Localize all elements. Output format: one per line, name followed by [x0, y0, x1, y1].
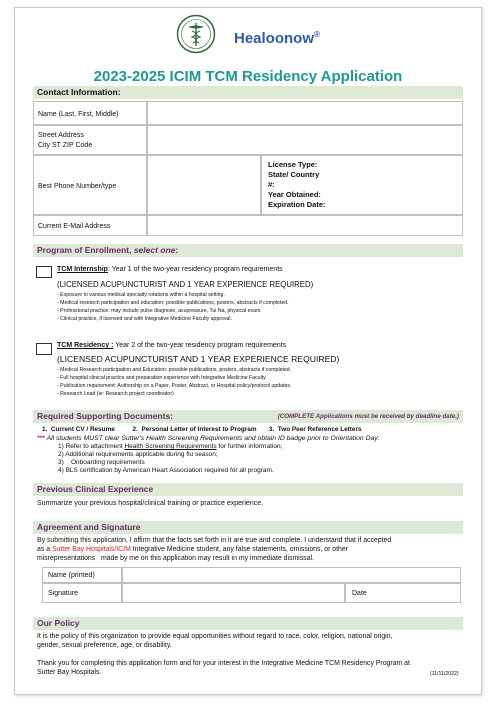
policy-line-2: gender, sexual preference, age, or disability.: [37, 642, 172, 649]
residency-bullet-4: - Research Lead (ie: Research project coordinator): [57, 391, 174, 397]
internship-bullet-3: - Professional practice: may include pulse diagnose, acupressure, Tui Na, physical exam.: [57, 308, 262, 314]
screening-sub-4: 4) BLS certification by American Heart Association required for all program.: [58, 467, 274, 474]
internship-bullet-1: - Exposure to various medical specialty rotations within a hospital setting.: [57, 292, 225, 298]
agreement-line-3: misrepresentations made by me on this application may result in my immediate dismissal.: [37, 555, 314, 562]
name-label: Name (Last, First, Middle): [38, 111, 119, 118]
policy-heading: Our Policy: [33, 617, 463, 630]
address-label-2: City ST ZIP Code: [38, 142, 93, 149]
thanks-line-1: Thank you for completing this application form and for your interest in the Integrative Medicine TCM Residency Program at: [37, 660, 410, 667]
residency-checkbox[interactable]: [36, 343, 52, 355]
internship-option: TCM Internship: Year 1 of the two-year residency program requirements: [57, 266, 283, 273]
internship-checkbox[interactable]: [36, 266, 52, 278]
email-field[interactable]: [147, 215, 463, 236]
address-label-cell: [33, 125, 147, 155]
clinical-heading: Previous Clinical Experience: [33, 483, 463, 496]
license-cell[interactable]: [261, 155, 463, 215]
address-label-1: Street Address: [38, 132, 84, 139]
health-screening-link[interactable]: Health Screening Requirements: [124, 443, 217, 450]
caduceus-seal-logo: [176, 14, 216, 54]
expiration-date-label: Expiration Date:: [268, 200, 326, 209]
residency-requirement: (LICENSED ACUPUNCTURIST AND 1 YEAR EXPERIENCE REQUIRED): [57, 354, 340, 364]
phone-field[interactable]: [147, 155, 261, 215]
documents-list: 1. Current CV / Resume 2. Personal Letter of Interest to Program 3. Two Peer Reference Letters: [42, 426, 362, 433]
phone-label: Best Phone Number/type: [38, 183, 117, 190]
email-label-cell: [33, 215, 147, 236]
policy-line-1: It is the policy of this organization to provide equal opportunities without regard to race, color, religion, national origin,: [37, 633, 393, 640]
form-version-date: (11/11/2022): [430, 671, 459, 677]
documents-deadline-note: (COMPLETE Applications must be received by deadline date.): [277, 413, 459, 420]
screening-sub-1: 1) Refer to attachment Health Screening Requirements for further information;: [58, 443, 283, 450]
license-type-label: License Type:: [268, 160, 318, 169]
email-label: Current E-Mail Address: [38, 223, 111, 230]
residency-option: TCM Residency : Year 2 of the two-year residency program requirements: [57, 342, 287, 349]
internship-bullet-2: - Medical research participation and education: possible publications, posters, abstracts if completed.: [57, 300, 289, 306]
internship-bullet-4: - Clinical practice, if licensed and with Integrative Medicine Faculty approval.: [57, 316, 233, 322]
name-label-cell: [33, 101, 147, 125]
name-printed-label-cell: [42, 567, 122, 583]
signature-label-cell: [42, 583, 122, 603]
page-title: 2023-2025 ICIM TCM Residency Application: [93, 68, 403, 85]
date-field[interactable]: [345, 583, 461, 603]
clinical-instructions: Summarize your previous hospital/clinical training or practice experience.: [37, 500, 264, 507]
year-obtained-label: Year Obtained:: [268, 190, 321, 199]
state-country-label: State/ Country: [268, 170, 320, 179]
residency-bullet-2: - Full hospital clinical practice and preparation experience with Integrative Medicine Faculty.: [57, 375, 267, 381]
agreement-line-2: as a Sutter Bay Hospitals/ICIM Integrative Medicine student, any false statements, omissions, or other: [37, 546, 349, 553]
agreement-line-1: By submitting this application, I affirm that the facts set forth in it are true and complete. I understand that if accepted: [37, 537, 392, 544]
documents-heading: Required Supporting Documents: (COMPLETE Applications must be received by deadline date.): [33, 410, 463, 423]
signature-label: Signature: [48, 590, 78, 597]
license-number-label: #:: [268, 180, 275, 189]
phone-label-cell: [33, 155, 147, 215]
brand-name: Healoonow®: [234, 30, 320, 47]
name-printed-field[interactable]: [122, 567, 461, 583]
name-printed-label: Name (printed): [48, 572, 95, 579]
agreement-heading: Agreement and Signature: [33, 521, 463, 534]
address-field[interactable]: [147, 125, 463, 155]
signature-field[interactable]: [122, 583, 345, 603]
date-label: Date: [352, 590, 367, 597]
residency-bullet-1: - Medical Research participation and Education: possible publications, posters, abstracts if completed.: [57, 367, 292, 373]
program-heading: Program of Enrollment, select one:: [33, 244, 463, 257]
internship-requirement: (LICENSED ACUPUNCTURIST AND 1 YEAR EXPERIENCE REQUIRED): [57, 280, 314, 289]
screening-sub-2: 2) Additional requirements applicable during flu season;: [58, 451, 218, 458]
screening-sub-3: 3) Onboarding requirements: [58, 459, 145, 466]
residency-bullet-3: - Publication requirement: Authorship on a Paper, Poster, Abstract, or Hospital policy/protocol updates.: [57, 383, 292, 389]
name-field[interactable]: [147, 101, 463, 125]
health-screening-note: *** All students MUST clear Sutter's Health Screening Requirements and obtain ID badge prior to Orientation Day:: [37, 435, 380, 442]
contact-heading: Contact Information:: [33, 86, 463, 99]
thanks-line-2: Sutter Bay Hospitals.: [37, 669, 102, 676]
